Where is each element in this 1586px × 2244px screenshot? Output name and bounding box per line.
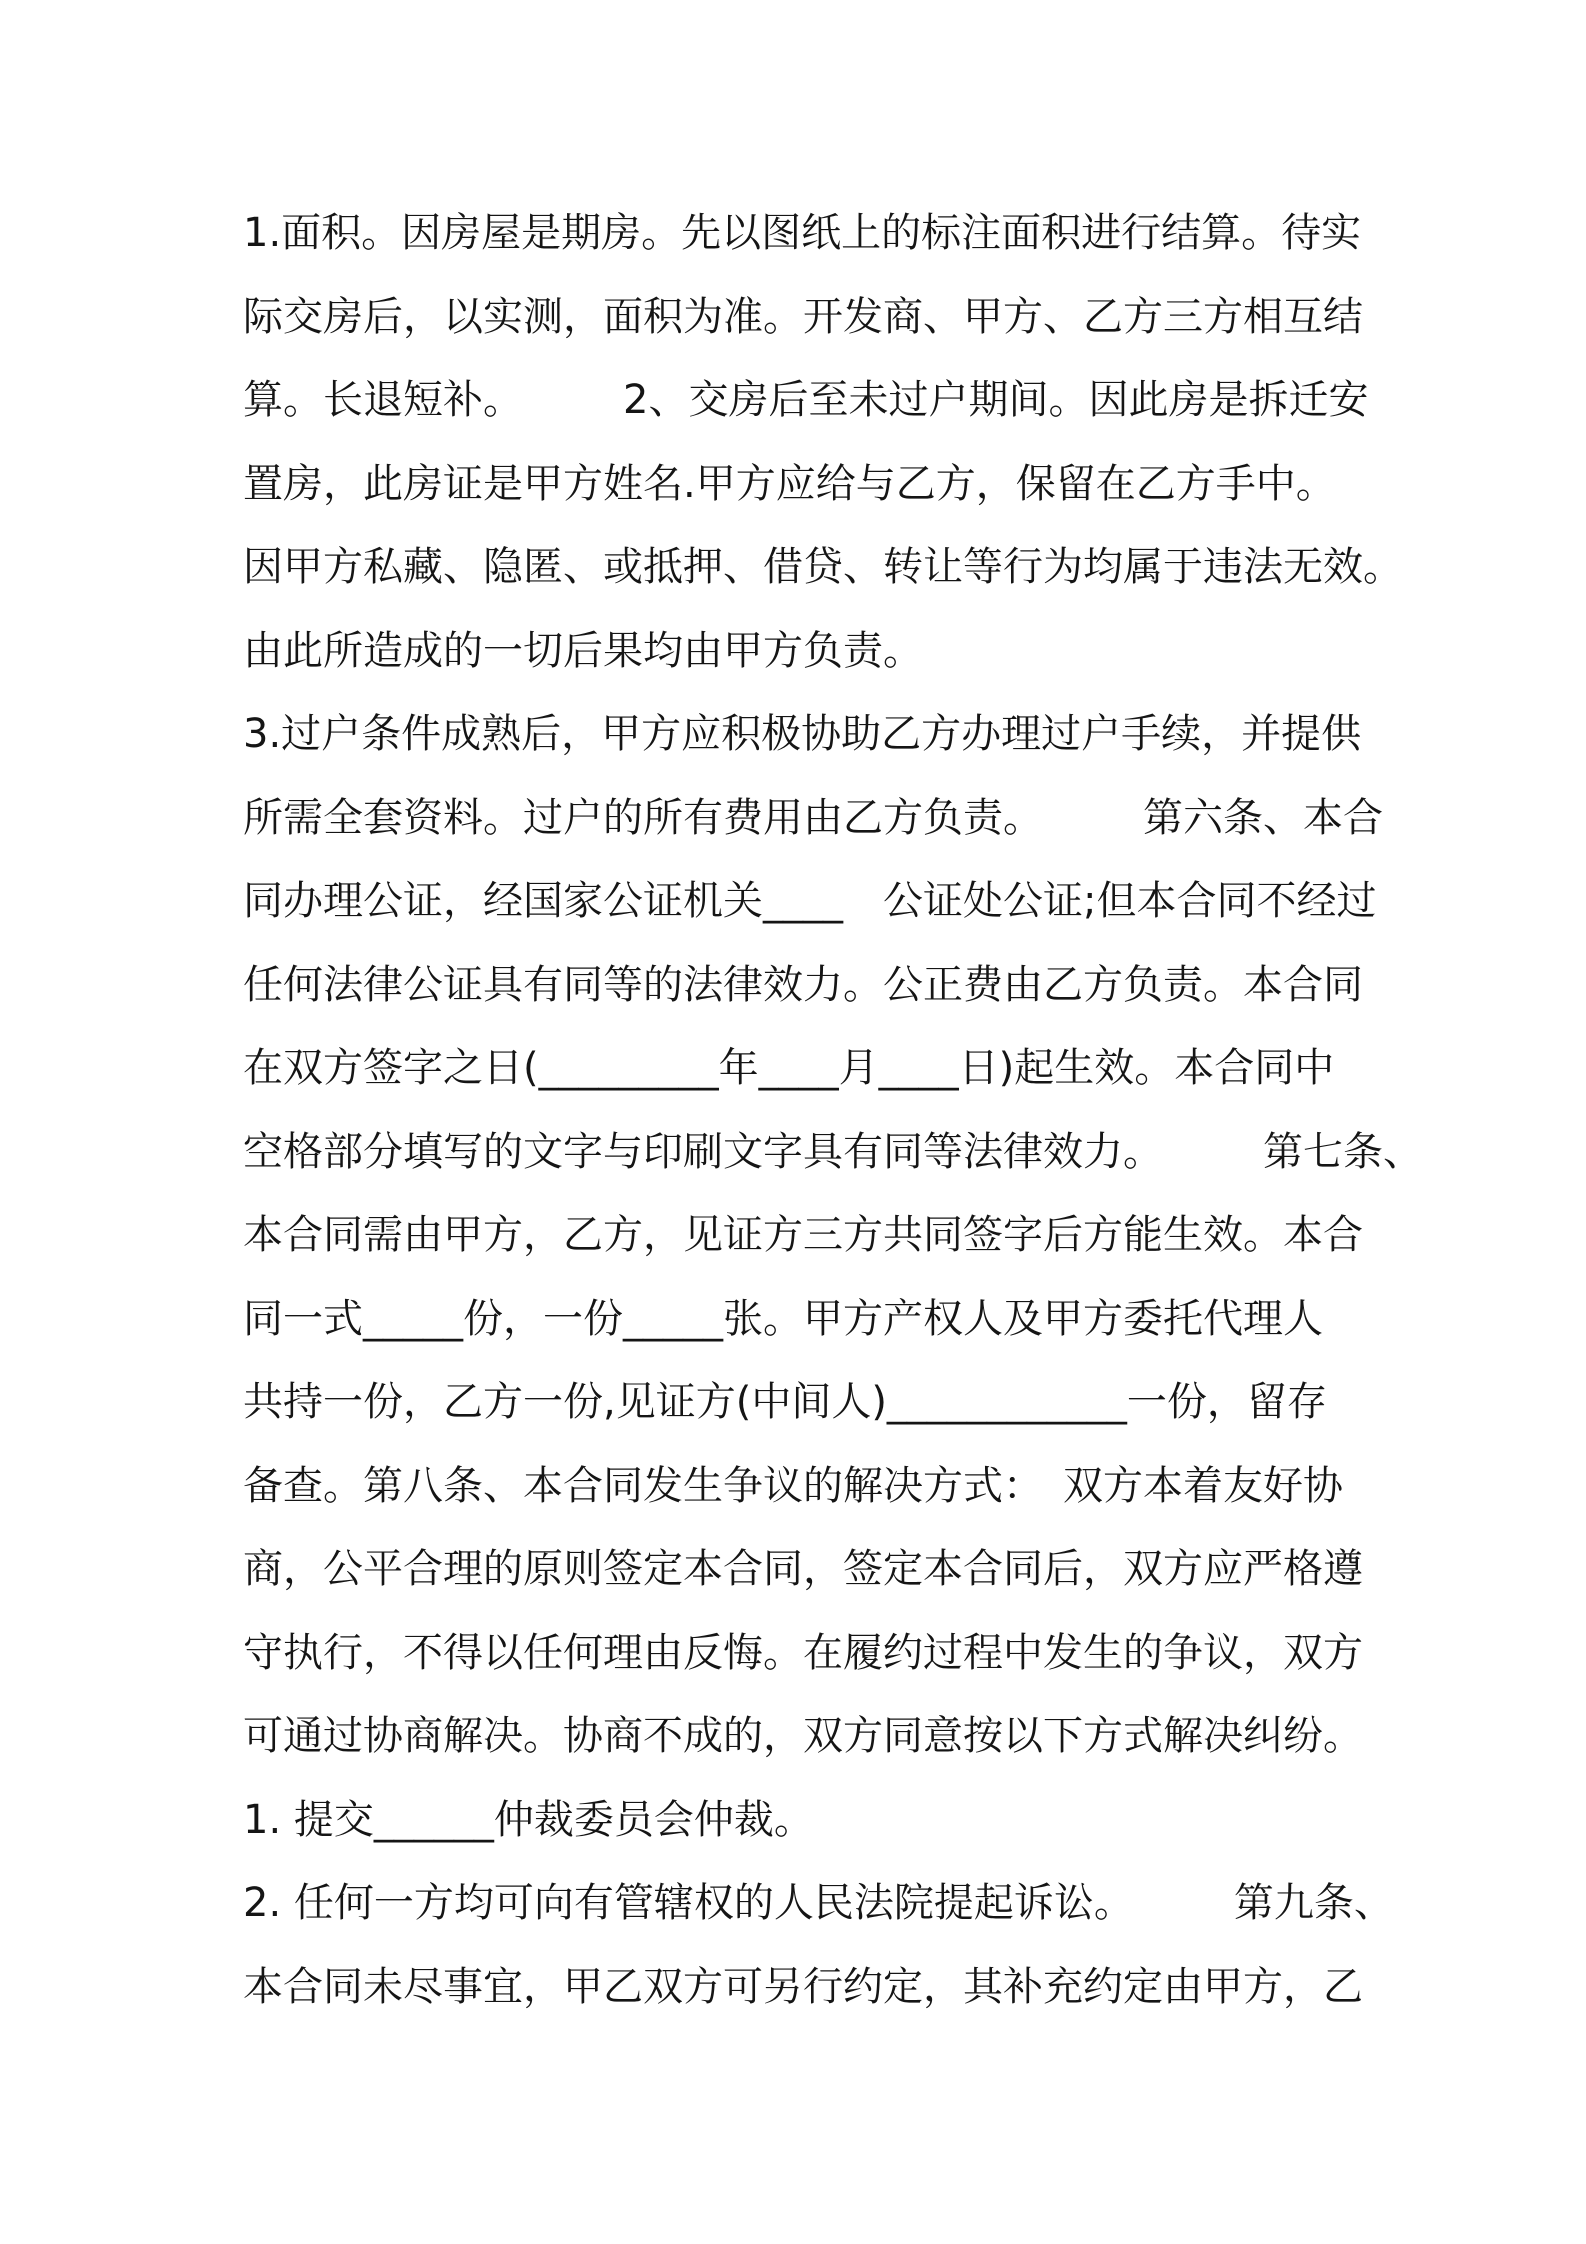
text-line: 2. 任何一方均可向有管辖权的人民法院提起诉讼。 第九条、 (243, 1880, 1394, 1926)
text-line: 置房，此房证是甲方姓名.甲方应给与乙方，保留在乙方手中。 (243, 460, 1336, 507)
text-line: 所需全套资料。过户的所有费用由乙方负责。 第六条、本合 (243, 794, 1383, 841)
text-line: 由此所造成的一切后果均由甲方负责。 (243, 627, 923, 674)
text-line: 可通过协商解决。协商不成的，双方同意按以下方式解决纠纷。 (243, 1713, 1363, 1759)
text-line: 备查。第八条、本合同发生争议的解决方式： 双方本着友好协 (243, 1462, 1343, 1509)
text-line: 守执行，不得以任何理由反悔。在履约过程中发生的争议，双方 (243, 1629, 1363, 1676)
text-line: 共持一份，乙方一份,见证方(中间人)____________一份，留存 (243, 1379, 1327, 1425)
text-line: 1.面积。因房屋是期房。先以图纸上的标注面积进行结算。待实 (243, 210, 1362, 256)
text-line: 空格部分填写的文字与印刷文字具有同等法律效力。 第七条、 (243, 1128, 1423, 1175)
text-line: 3.过户条件成熟后，甲方应积极协助乙方办理过户手续，并提供 (243, 711, 1362, 757)
text-line: 算。长退短补。 2、交房后至未过户期间。因此房是拆迁安 (243, 377, 1369, 423)
text-line: 际交房后，以实测，面积为准。开发商、甲方、乙方三方相互结 (243, 293, 1363, 340)
text-line: 任何法律公证具有同等的法律效力。公正费由乙方负责。本合同 (243, 961, 1363, 1008)
text-line: 同办理公证，经国家公证机关____ 公证处公证;但本合同不经过 (243, 878, 1377, 924)
text-line: 本合同需由甲方，乙方，见证方三方共同签字后方能生效。本合 (243, 1212, 1363, 1258)
text-line: 在双方签字之日(_________年____月____日)起生效。本合同中 (243, 1045, 1335, 1091)
text-line: 因甲方私藏、隐匿、或抵押、借贷、转让等行为均属于违法无效。 (243, 544, 1403, 590)
contract-text (243, 192, 1423, 2029)
text-line: 商，公平合理的原则签定本合同，签定本合同后，双方应严格遵 (243, 1546, 1363, 1592)
text-line: 1. 提交______仲裁委员会仲裁。 (243, 1796, 814, 1843)
text-line: 本合同未尽事宜，甲乙双方可另行约定，其补充约定由甲方，乙 (243, 1963, 1363, 2010)
text-line: 同一式_____份，一份_____张。甲方产权人及甲方委托代理人 (243, 1295, 1323, 1342)
